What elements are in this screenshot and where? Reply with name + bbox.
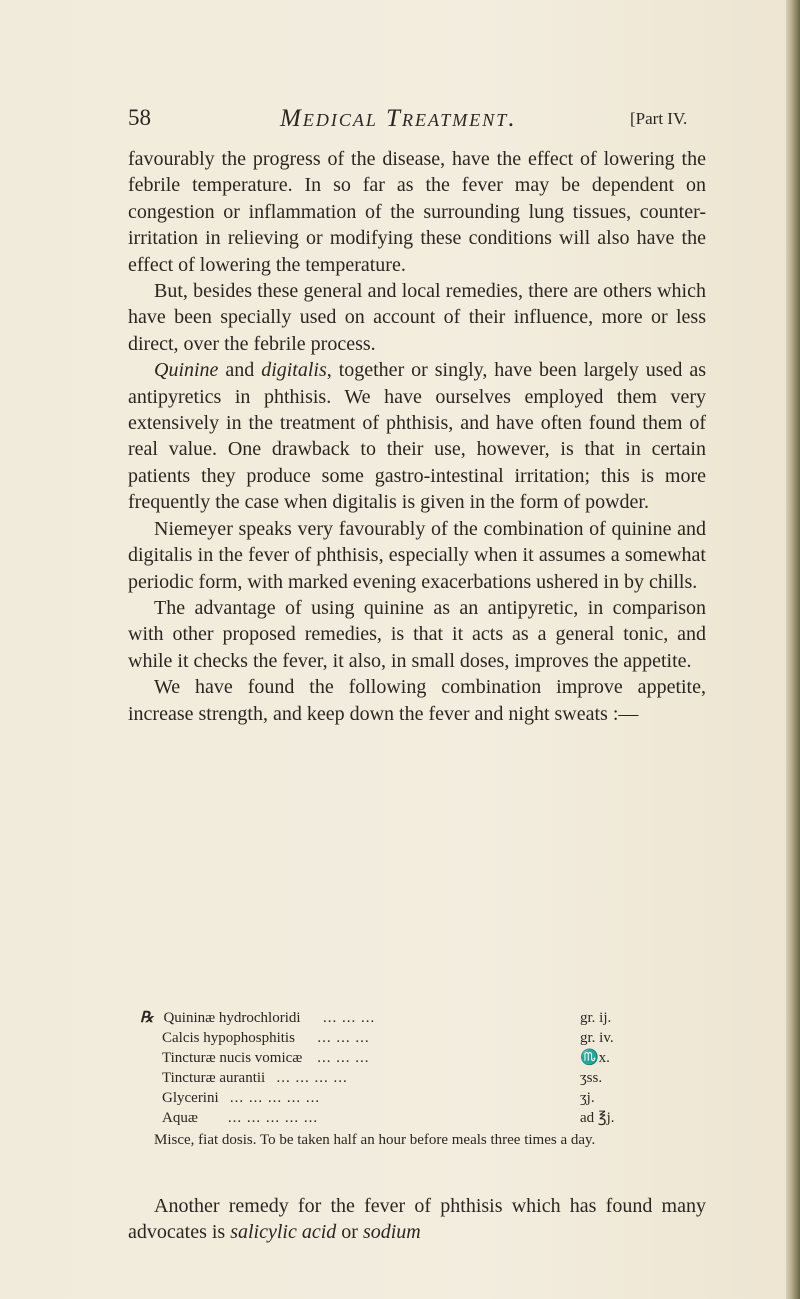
paragraph-5: The advantage of using quinine as an antipyretic, in comparison with other proposed remedies, is that it acts as a general tonic, and while it checks the fever, it also, in small doses, improves the appetite. <box>128 596 706 672</box>
sodium-term: sodium <box>362 1221 421 1244</box>
ingredient-dose: ♏x. <box>580 1050 610 1066</box>
prescription-directions: Misce, fiat dosis. To be taken half an hour before meals three times a day. <box>154 1132 596 1148</box>
prescription-row <box>140 1048 650 1068</box>
digitalis-term: digitalis <box>261 359 327 382</box>
leader-dots: ... ... ... <box>317 1030 370 1046</box>
prescription-row <box>140 1028 650 1048</box>
leader-dots: ... ... ... ... ... <box>227 1110 319 1126</box>
body-text <box>128 146 706 727</box>
quinine-term: Quinine <box>154 359 219 382</box>
prescription <box>140 1008 650 1128</box>
paragraph-6: We have found the following combination improve appetite, increase strength, and keep down the fever and night sweats :— <box>128 676 706 725</box>
prescription-row <box>140 1088 650 1108</box>
ingredient-name: Calcis hypophosphitis <box>162 1030 295 1046</box>
ingredient-name: Aquæ <box>162 1110 198 1126</box>
part-label: [Part IV. <box>630 109 688 128</box>
ingredient-dose: gr. iv. <box>580 1030 614 1046</box>
paragraph-4: Niemeyer speaks very favourably of the combination of quinine and digitalis in the fever of phthisis, especially when it assumes a somewhat periodic form, with marked evening exacerbations ushered in by chills. <box>128 517 706 593</box>
page-header <box>128 105 728 139</box>
ingredient-name: Quininæ hydrochloridi <box>163 1010 301 1026</box>
leader-dots: ... ... ... ... <box>276 1070 348 1086</box>
leader-dots: ... ... ... <box>317 1050 370 1066</box>
ingredient-dose: ad ℥j. <box>580 1110 615 1126</box>
ingredient-dose: ʒj. <box>580 1090 595 1106</box>
ingredient-name: Glycerini <box>162 1090 219 1106</box>
leader-dots: ... ... ... <box>323 1010 376 1026</box>
paragraph-1: favourably the progress of the disease, have the effect of lowering the febrile temperature. In so far as the fever may be dependent on congestion or inflammation of the surrounding lung tissues, counter-irritation in relieving or modifying these conditions will also have the effect of lowering the temperature. <box>128 148 706 276</box>
prescription-row <box>140 1008 650 1028</box>
prescription-row <box>140 1108 650 1128</box>
paragraph-3: Quinine and digitalis, together or singly, have been largely used as antipyretics in phthisis. We have ourselves employed them very extensively in the treatment of phthisis, and have often found them of real value. One drawback to their use, however, is that in certain patients they produce some gastro-intestinal irritation; this is more frequently the case when digitalis is given in the form of powder. <box>128 359 706 514</box>
salicylic-acid-term: salicylic acid <box>230 1221 337 1244</box>
prescription-row <box>140 1068 650 1088</box>
ingredient-name: Tincturæ nucis vomicæ <box>162 1050 303 1066</box>
recipe-symbol: ℞ <box>140 1010 154 1026</box>
running-title: Medical Treatment. <box>280 105 517 132</box>
ingredient-dose: ʒss. <box>580 1070 603 1086</box>
ingredient-name: Tincturæ aurantii <box>162 1070 266 1086</box>
leader-dots: ... ... ... ... ... <box>229 1090 321 1106</box>
page-number: 58 <box>128 105 151 130</box>
page-edge-shadow <box>786 0 800 1299</box>
closing-paragraph: Another remedy for the fever of phthisis which has found many advocates is salicylic acid or sodium <box>128 1195 706 1244</box>
ingredient-dose: gr. ij. <box>580 1010 612 1026</box>
paragraph-2: But, besides these general and local remedies, there are others which have been specially used on account of their influence, more or less direct, over the febrile process. <box>128 280 706 355</box>
